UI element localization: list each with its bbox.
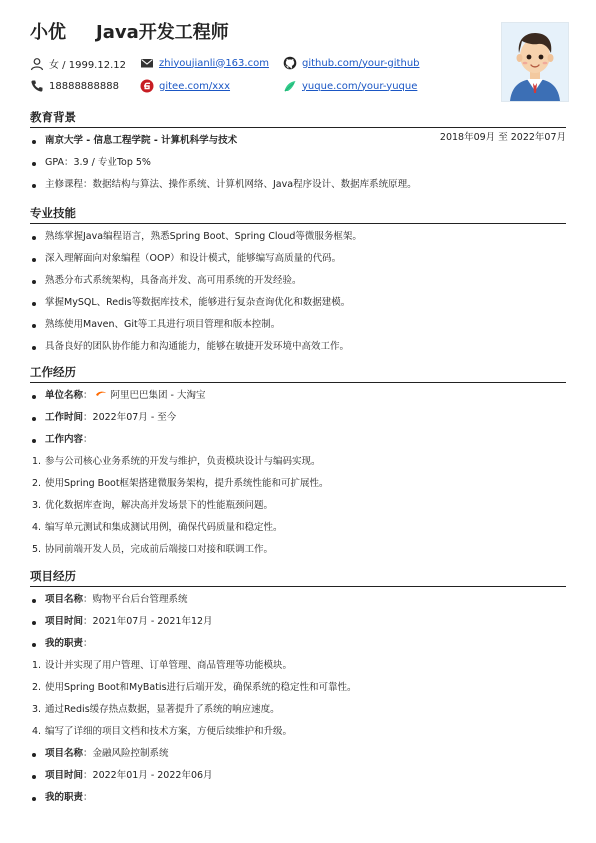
list-item: 工作内容：	[30, 429, 566, 451]
work-time: 2022年07月 - 至今	[92, 412, 177, 423]
list-item: 我的职责：	[30, 633, 566, 655]
gitee-icon	[140, 79, 154, 93]
yuque-link[interactable]: yuque.com/your-yuque	[302, 80, 418, 92]
bullet-icon	[32, 797, 36, 801]
project-time: 2021年07月 - 2021年12月	[92, 616, 213, 627]
list-item	[30, 152, 566, 174]
bullet-icon	[32, 621, 36, 625]
bullet-icon	[32, 643, 36, 647]
work-section	[30, 364, 566, 561]
list-item: 熟练掌握Java编程语言，熟悉Spring Boot、Spring Cloud等微服务框架。	[30, 226, 566, 248]
skills-section	[30, 205, 566, 358]
candidate-name: 小优	[30, 22, 66, 43]
user-icon	[30, 57, 44, 71]
bullet-icon	[32, 324, 36, 328]
list-item	[30, 130, 566, 152]
list-item: 2. 使用Spring Boot框架搭建微服务架构，提升系统性能和可扩展性。	[32, 478, 329, 489]
list-item: 我的职责：	[30, 787, 566, 809]
list-item: 具备良好的团队协作能力和沟通能力，能够在敏捷开发环境中高效工作。	[30, 336, 566, 358]
bullet-icon	[32, 346, 36, 350]
phone-contact: 18888888888	[30, 79, 119, 93]
list-item: 3. 通过Redis缓存热点数据，显著提升了系统的响应速度。	[32, 704, 280, 715]
list-item: 深入理解面向对象编程（OOP）和设计模式，能够编写高质量的代码。	[30, 248, 566, 270]
github-icon	[283, 56, 297, 70]
school-line: 南京大学 - 信息工程学院 - 计算机科学与技术	[45, 135, 238, 146]
list-item: 单位名称： 阿里巴巴集团 - 大淘宝	[30, 385, 566, 407]
gpa-text: GPA：3.9 / 专业Top 5%	[45, 157, 151, 168]
gender-birth: 女 / 1999.12.12	[30, 56, 126, 71]
alibaba-icon	[95, 390, 107, 398]
phone-icon	[30, 79, 44, 93]
email-icon	[140, 56, 154, 70]
list-item: 4. 编写了详细的项目文档和技术方案，方便后续维护和升级。	[32, 726, 293, 737]
list-item: 熟悉分布式系统架构，具备高并发、高可用系统的开发经验。	[30, 270, 566, 292]
yuque-icon	[283, 79, 297, 93]
email-contact	[140, 56, 269, 70]
yuque-contact	[283, 79, 417, 93]
bullet-icon	[32, 439, 36, 443]
list-item: 工作时间：2022年07月 - 至今	[30, 407, 566, 429]
bullet-icon	[32, 184, 36, 188]
list-item: 掌握MySQL、Redis等数据库技术，能够进行复杂查询优化和数据建模。	[30, 292, 566, 314]
list-item: 2. 使用Spring Boot和MyBatis进行后端开发，确保系统的稳定性和可靠性。	[32, 682, 357, 693]
github-link[interactable]: github.com/your-github	[302, 57, 420, 69]
company-name: 阿里巴巴集团 - 大淘宝	[110, 390, 206, 401]
github-contact	[283, 56, 420, 70]
bullet-icon	[32, 140, 36, 144]
list-item: 项目名称：金融风险控制系统	[30, 743, 566, 765]
bullet-icon	[32, 417, 36, 421]
list-item: 1. 设计并实现了用户管理、订单管理、商品管理等功能模块。	[32, 660, 293, 671]
bullet-icon	[32, 236, 36, 240]
email-link[interactable]: zhiyoujianli@163.com	[159, 57, 269, 69]
resume-header	[30, 18, 570, 108]
education-section	[30, 109, 566, 196]
gitee-contact	[140, 79, 230, 93]
list-item: 4. 编写单元测试和集成测试用例，确保代码质量和稳定性。	[32, 522, 283, 533]
list-item: 项目名称：购物平台后台管理系统	[30, 589, 566, 611]
job-title: Java开发工程师	[96, 22, 229, 43]
section-title: 项目经历	[30, 568, 566, 587]
name-title	[30, 18, 229, 44]
bullet-icon	[32, 753, 36, 757]
bullet-icon	[32, 395, 36, 399]
project-name: 购物平台后台管理系统	[92, 594, 188, 605]
bullet-icon	[32, 258, 36, 262]
gitee-link[interactable]: gitee.com/xxx	[159, 80, 231, 92]
list-item: 3. 优化数据库查询，解决高并发场景下的性能瓶颈问题。	[32, 500, 274, 511]
list-item	[30, 174, 566, 196]
list-item: 项目时间：2021年07月 - 2021年12月	[30, 611, 566, 633]
section-title: 专业技能	[30, 205, 566, 224]
avatar	[501, 22, 569, 102]
courses-text: 主修课程：数据结构与算法、操作系统、计算机网络、Java程序设计、数据库系统原理。	[45, 179, 417, 190]
avatar-illustration	[502, 23, 568, 101]
project-time: 2022年01月 - 2022年06月	[92, 770, 213, 781]
list-item: 1. 参与公司核心业务系统的开发与维护，负责模块设计与编码实现。	[32, 456, 321, 467]
project-name: 金融风险控制系统	[92, 748, 169, 759]
section-title: 教育背景	[30, 109, 566, 128]
section-title: 工作经历	[30, 364, 566, 383]
bullet-icon	[32, 599, 36, 603]
bullet-icon	[32, 302, 36, 306]
bullet-icon	[32, 775, 36, 779]
bullet-icon	[32, 280, 36, 284]
list-item: 5. 协同前端开发人员，完成前后端接口对接和联调工作。	[32, 544, 274, 555]
projects-section	[30, 568, 566, 809]
education-period: 2018年09月 至 2022年07月	[439, 132, 566, 143]
list-item: 熟练使用Maven、Git等工具进行项目管理和版本控制。	[30, 314, 566, 336]
list-item: 项目时间：2022年01月 - 2022年06月	[30, 765, 566, 787]
bullet-icon	[32, 162, 36, 166]
